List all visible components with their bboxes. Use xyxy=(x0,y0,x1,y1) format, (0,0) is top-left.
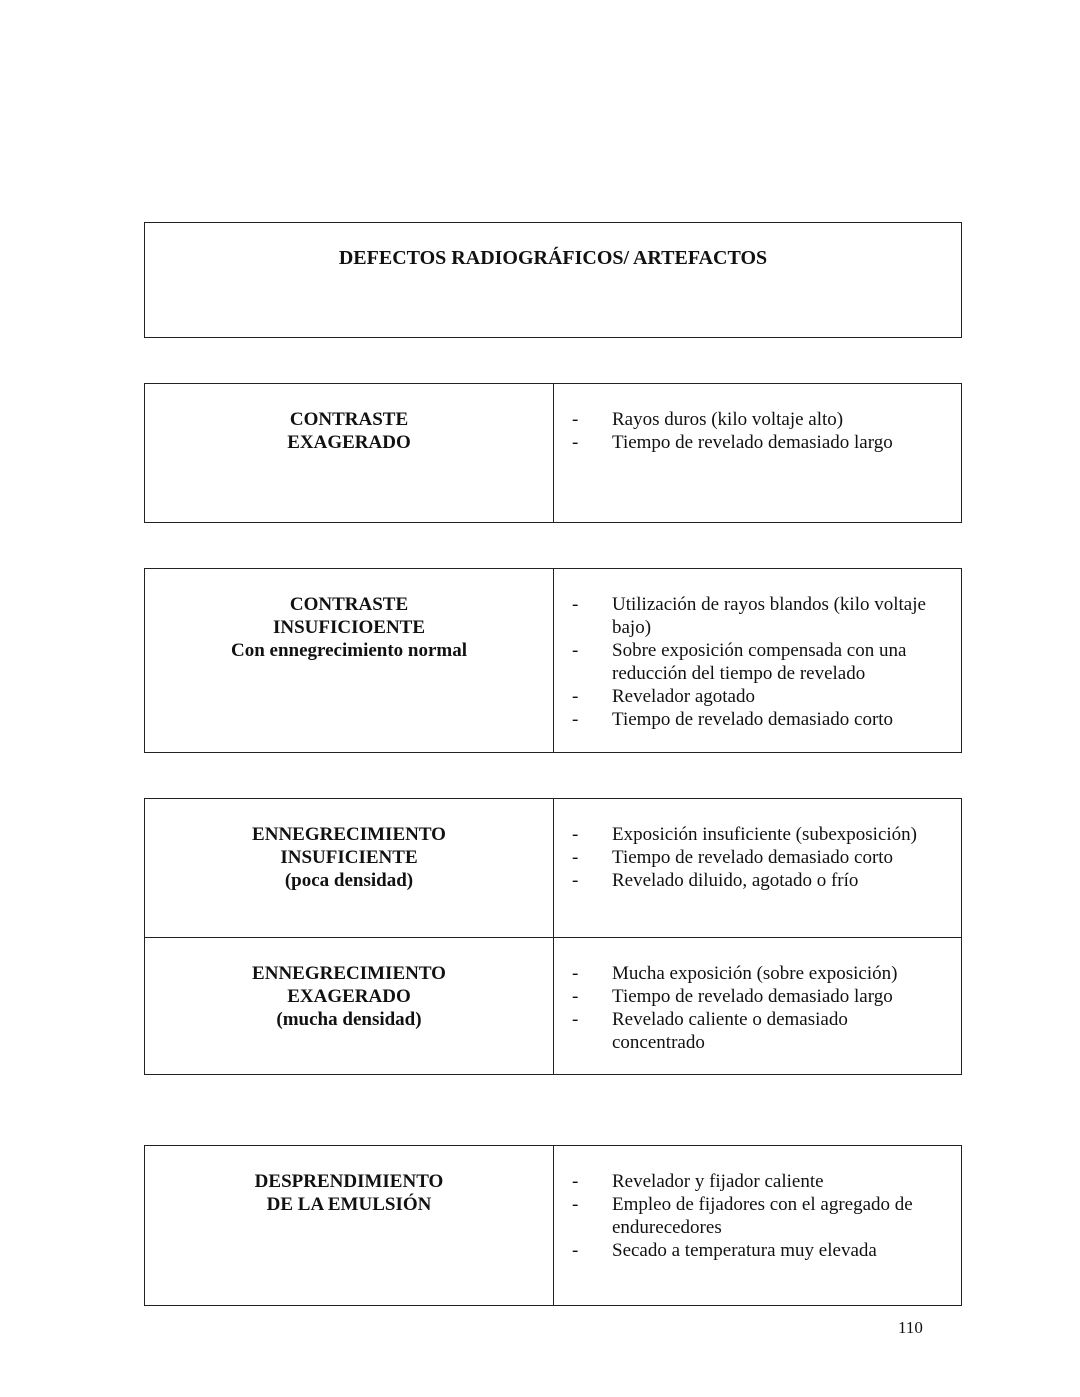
defect-name-cell xyxy=(145,799,554,937)
bullet-dash: - xyxy=(572,640,579,661)
list-item xyxy=(554,1239,945,1262)
bullet-dash: - xyxy=(572,986,579,1007)
cause-text: Secado a temperatura muy elevada xyxy=(612,1240,877,1261)
list-item xyxy=(554,1193,945,1239)
cause-text: Mucha exposición (sobre exposición) xyxy=(612,963,898,984)
bullet-dash: - xyxy=(572,963,579,984)
defect-table-2 xyxy=(144,568,962,753)
cause-text: Tiempo de revelado demasiado corto xyxy=(612,709,894,730)
bullet-dash: - xyxy=(572,594,579,615)
causes-list xyxy=(554,408,945,454)
defect-name-line: DE LA EMULSIÓN xyxy=(266,1194,432,1215)
list-item xyxy=(554,1170,945,1193)
table-row xyxy=(145,1146,961,1305)
table-row xyxy=(145,799,961,937)
cause-text: Tiempo de revelado demasiado corto xyxy=(612,847,894,868)
bullet-dash: - xyxy=(572,1009,579,1030)
defect-name-cell xyxy=(145,569,554,752)
cause-text: Revelador agotado xyxy=(612,686,755,707)
defect-name-line: INSUFICIOENTE xyxy=(272,617,426,638)
list-item xyxy=(554,431,945,454)
cause-text: Tiempo de revelado demasiado largo xyxy=(612,432,893,453)
list-item xyxy=(554,639,945,685)
table-row xyxy=(145,937,961,1074)
cause-text: Exposición insuficiente (subexposición) xyxy=(612,824,917,845)
defect-table-4 xyxy=(144,1145,962,1306)
causes-list xyxy=(554,962,945,1054)
defect-name-line: (poca densidad) xyxy=(284,870,414,891)
causes-cell xyxy=(554,1146,961,1305)
cause-text: Revelador y fijador caliente xyxy=(612,1171,824,1192)
bullet-dash: - xyxy=(572,1171,579,1192)
defect-name-line: DESPRENDIMIENTO xyxy=(254,1171,444,1192)
bullet-dash: - xyxy=(572,1240,579,1261)
cause-text: Revelado diluido, agotado o frío xyxy=(612,870,859,891)
causes-cell xyxy=(554,938,961,1074)
defect-table-3 xyxy=(144,798,962,1075)
defect-name-line: ENNEGRECIMIENTO xyxy=(252,963,446,984)
page-title: DEFECTOS RADIOGRÁFICOS/ ARTEFACTOS xyxy=(338,247,768,269)
defect-table-1 xyxy=(144,383,962,523)
causes-list xyxy=(554,823,945,892)
defect-name-cell xyxy=(145,384,554,522)
page-number: 110 xyxy=(898,1318,923,1337)
bullet-dash: - xyxy=(572,870,579,891)
causes-list xyxy=(554,593,945,731)
cause-text: Empleo de fijadores con el agregado de endurecedores xyxy=(612,1194,913,1238)
list-item xyxy=(554,869,945,892)
list-item xyxy=(554,962,945,985)
bullet-dash: - xyxy=(572,709,579,730)
causes-cell xyxy=(554,569,961,752)
causes-list xyxy=(554,1170,945,1262)
defect-name-line: (mucha densidad) xyxy=(276,1009,422,1030)
bullet-dash: - xyxy=(572,409,579,430)
cause-text: Revelado caliente o demasiado concentrado xyxy=(612,1009,848,1053)
cause-text: Sobre exposición compensada con una reducción del tiempo de revelado xyxy=(612,640,907,684)
bullet-dash: - xyxy=(572,824,579,845)
list-item xyxy=(554,708,945,731)
title-box xyxy=(144,222,962,338)
bullet-dash: - xyxy=(572,847,579,868)
bullet-dash: - xyxy=(572,686,579,707)
table-row xyxy=(145,569,961,752)
cause-text: Utilización de rayos blandos (kilo voltaje bajo) xyxy=(612,594,926,638)
defect-name-line: EXAGERADO xyxy=(287,986,411,1007)
causes-cell xyxy=(554,799,961,937)
list-item xyxy=(554,593,945,639)
list-item xyxy=(554,985,945,1008)
list-item xyxy=(554,823,945,846)
list-item xyxy=(554,685,945,708)
cause-text: Tiempo de revelado demasiado largo xyxy=(612,986,893,1007)
cause-text: Rayos duros (kilo voltaje alto) xyxy=(612,409,844,430)
table-row xyxy=(145,384,961,522)
defect-name-line: CONTRASTE xyxy=(289,409,409,430)
list-item xyxy=(554,1008,945,1054)
list-item xyxy=(554,846,945,869)
defect-name-cell xyxy=(145,938,554,1074)
defect-name-line: EXAGERADO xyxy=(287,432,411,453)
defect-name-line: CONTRASTE xyxy=(289,594,409,615)
defect-name-cell xyxy=(145,1146,554,1305)
defect-name-line: INSUFICIENTE xyxy=(280,847,418,868)
bullet-dash: - xyxy=(572,1194,579,1215)
causes-cell xyxy=(554,384,961,522)
list-item xyxy=(554,408,945,431)
bullet-dash: - xyxy=(572,432,579,453)
defect-name-line: Con ennegrecimiento normal xyxy=(230,640,468,661)
defect-name-line: ENNEGRECIMIENTO xyxy=(252,824,446,845)
